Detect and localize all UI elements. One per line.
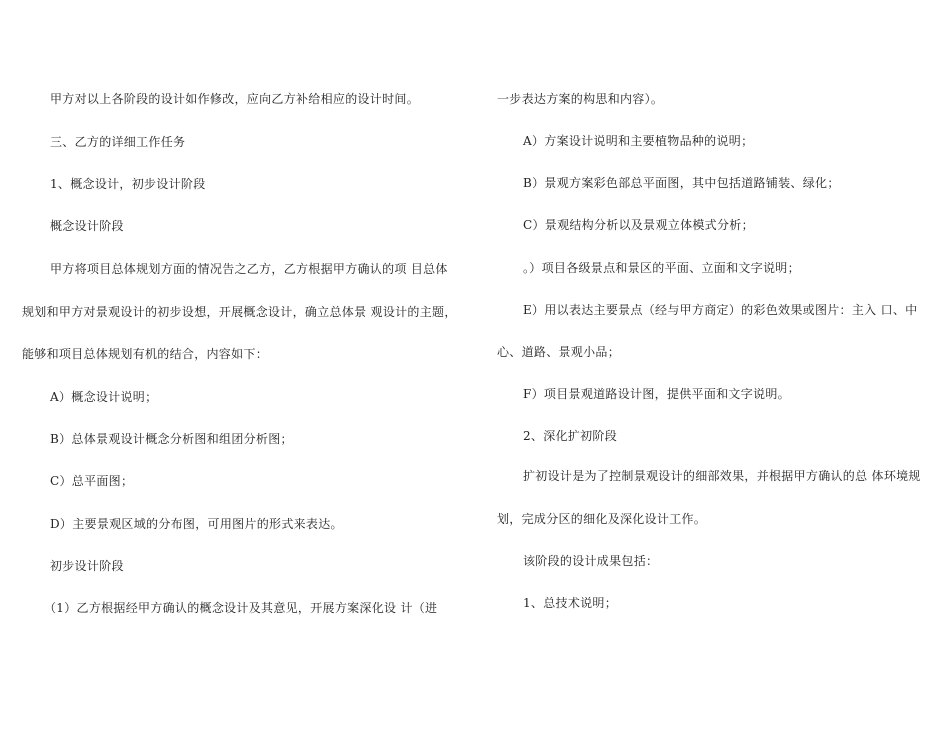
right-column <box>475 0 950 755</box>
subsection-heading-deepening-stage: 2、深化扩初阶段 <box>523 429 618 443</box>
paragraph-design-modification-time: 甲方对以上各阶段的设计如作修改，应向乙方补给相应的设计时间。 <box>50 92 420 106</box>
paragraph-deepening-line-2: 划，完成分区的细化及深化设计工作。 <box>497 512 707 526</box>
list-item-c: C）总平面图； <box>50 474 134 488</box>
list-item-e-line-2: 心、道路、景观小品； <box>497 345 621 359</box>
list-item-a-plan-description: A）方案设计说明和主要植物品种的说明； <box>523 134 754 148</box>
paragraph-concept-line-3: 能够和项目总体规划有机的结合，内容如下： <box>22 347 269 361</box>
subsection-heading-concept-preliminary: 1、概念设计，初步设计阶段 <box>50 177 206 191</box>
paragraph-concept-line-1: 甲方将项目总体规划方面的情况告之乙方，乙方根据甲方确认的项 目总体 <box>50 262 448 276</box>
heading-preliminary-design-stage: 初步设计阶段 <box>50 559 124 573</box>
paragraph-concept-line-2: 规划和甲方对景观设计的初步设想，开展概念设计，确立总体景 观设计的主题， <box>22 305 457 319</box>
list-item-d-scenic-spots: 。）项目各级景点和景区的平面、立面和文字说明； <box>523 261 800 275</box>
list-item-f-road-design: F）项目景观道路设计图，提供平面和文字说明。 <box>523 387 790 401</box>
list-item-general-technical-description: 1、总技术说明； <box>523 596 618 610</box>
list-item-c-structure-analysis: C）景观结构分析以及景观立体模式分析； <box>523 218 754 232</box>
section-heading-party-b-tasks: 三、乙方的详细工作任务 <box>50 135 186 149</box>
paragraph-preliminary-line-1: （1）乙方根据经甲方确认的概念设计及其意见，开展方案深化设 计（进 <box>44 601 438 615</box>
paragraph-preliminary-line-2: 一步表达方案的构思和内容）。 <box>497 92 664 106</box>
heading-concept-design-stage: 概念设计阶段 <box>50 219 124 233</box>
list-item-b-color-site-plan: B）景观方案彩色部总平面图，其中包括道路铺装、绿化； <box>523 176 840 190</box>
paragraph-deepening-line-1: 扩初设计是为了控制景观设计的细部效果，并根据甲方确认的总 体环境规 <box>523 469 921 483</box>
list-item-b: B）总体景观设计概念分析图和组团分析图； <box>50 432 293 446</box>
list-item-e-line-1: E）用以表达主要景点（经与甲方商定）的彩色效果或图片：主入 口、中 <box>523 303 918 317</box>
paragraph-deliverables-intro: 该阶段的设计成果包括： <box>523 554 659 568</box>
list-item-a: A）概念设计说明； <box>50 390 158 404</box>
list-item-d: D）主要景观区域的分布图，可用图片的形式来表达。 <box>50 517 343 531</box>
